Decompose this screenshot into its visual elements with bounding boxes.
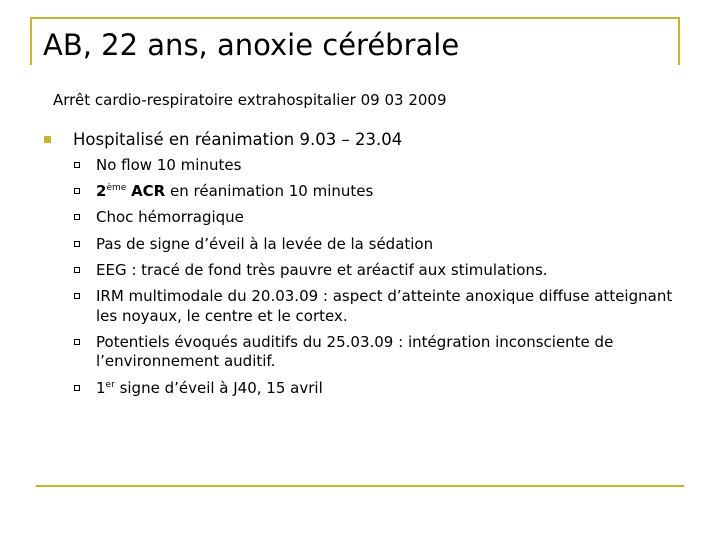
list-item [73,208,673,228]
title-frame-left [30,17,32,65]
title-frame-right [678,17,680,65]
list-item [73,333,673,372]
sub-bullet-list [73,156,673,405]
list-item-text: en réanimation 10 minutes [165,182,374,201]
ordinal-suffix: er [105,379,115,390]
list-item-text: No flow 10 minutes [96,156,242,174]
checkbox-bullet-icon [74,293,80,299]
ordinal-suffix: ème [106,183,127,194]
list-item-text: EEG : tracé de fond très pauvre et aréactif aux stimulations. [96,260,548,279]
title-frame-top [30,17,680,19]
ordinal-number: 1 [96,378,106,397]
list-item [73,379,673,399]
list-item-text: Pas de signe d’éveil à la levée de la sédation [96,234,434,253]
checkbox-bullet-icon [74,241,80,247]
checkbox-bullet-icon [74,188,80,194]
list-item [73,235,673,255]
checkbox-bullet-icon [74,214,80,220]
list-item [73,287,673,326]
square-bullet-icon [44,136,51,143]
list-item [73,182,673,202]
acr-term: ACR [131,182,166,201]
list-item-text: signe d’éveil à J40, 15 avril [114,378,323,397]
bottom-divider [36,485,684,487]
ordinal-number: 2 [96,182,107,201]
checkbox-bullet-icon [74,267,80,273]
list-item-text: Choc hémorragique [96,208,244,227]
list-item [73,156,673,176]
main-bullet-text: Hospitalisé en réanimation 9.03 – 23.04 [73,130,403,149]
checkbox-bullet-icon [74,385,80,391]
list-item-text: IRM multimodale du 20.03.09 : aspect d’atteinte anoxique diffuse atteignant les noyaux, le centre et le cortex. [96,286,673,325]
slide-subtitle: Arrêt cardio-respiratoire extrahospitalier 09 03 2009 [53,91,447,109]
slide-title: AB, 22 ans, anoxie cérébrale [43,28,460,62]
checkbox-bullet-icon [74,162,80,168]
checkbox-bullet-icon [74,339,80,345]
list-item [73,261,673,281]
list-item-text: Potentiels évoqués auditifs du 25.03.09 : intégration inconsciente de l’environnement auditif. [96,332,614,371]
